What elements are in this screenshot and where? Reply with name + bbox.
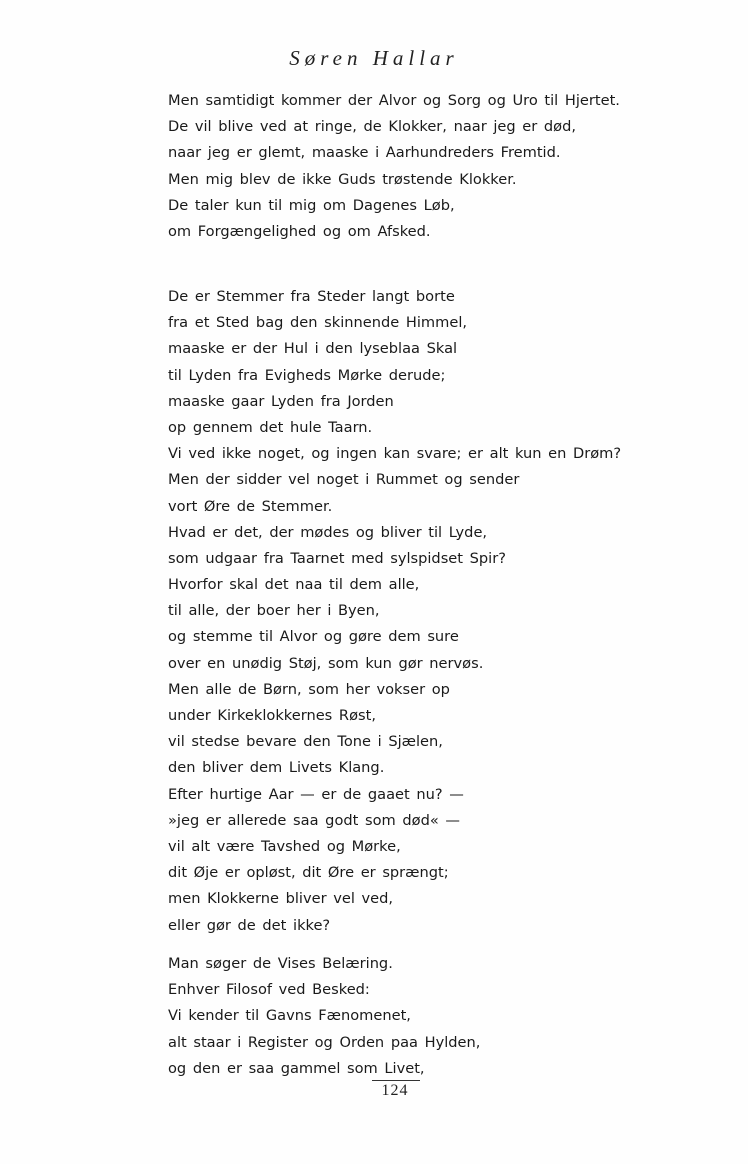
poem-line: og stemme til Alvor og gøre dem sure <box>168 628 459 646</box>
poem-line: og den er saa gammel som Livet, <box>168 1059 425 1077</box>
poem-line: maaske er der Hul i den lyseblaa Skal <box>168 340 458 358</box>
poem-line: til Lyden fra Evigheds Mørke derude; <box>168 366 446 384</box>
poem-line: Efter hurtige Aar — er de gaaet nu? — <box>168 785 464 803</box>
stanza <box>168 88 620 245</box>
poem-line: De vil blive ved at ringe, de Klokker, naar jeg er død, <box>168 118 577 136</box>
running-head: Søren Hallar <box>289 46 459 70</box>
poem-line: De er Stemmer fra Steder langt borte <box>168 288 455 305</box>
poem-line: til alle, der boer her i Byen, <box>168 602 380 620</box>
page-number: 124 <box>381 1082 409 1099</box>
poem-line: under Kirkeklokkernes Røst, <box>168 707 376 724</box>
poem-line: Hvorfor skal det naa til dem alle, <box>168 576 420 594</box>
poem-line: Vi ved ikke noget, og ingen kan svare; er alt kun en Drøm? <box>168 445 622 463</box>
poem-line: Men alle de Børn, som her vokser op <box>168 680 450 698</box>
poem-line: vil alt være Tavshed og Mørke, <box>168 837 401 855</box>
poem-line: alt staar i Register og Orden paa Hylden, <box>168 1033 481 1051</box>
poem-line: »jeg er allerede saa godt som død« — <box>168 811 461 829</box>
poem-line: vil stedse bevare den Tone i Sjælen, <box>168 733 443 751</box>
poem-line: De taler kun til mig om Dagenes Løb, <box>168 196 455 214</box>
poem-line: Men samtidigt kommer der Alvor og Sorg og Uro til Hjertet. <box>168 92 620 109</box>
poem-line: men Klokkerne bliver vel ved, <box>168 890 394 908</box>
poem-line: Vi kender til Gavns Fænomenet, <box>168 1007 411 1025</box>
poem-line: Men der sidder vel noget i Rummet og sender <box>168 471 520 489</box>
poem-line: Men mig blev de ikke Guds trøstende Klokker. <box>168 170 517 188</box>
poem-line: vort Øre de Stemmer. <box>168 497 333 515</box>
poem-line: den bliver dem Livets Klang. <box>168 759 385 777</box>
poem-line: Hvad er det, der mødes og bliver til Lyde, <box>168 523 488 541</box>
stanza <box>168 284 621 939</box>
poem-line: som udgaar fra Taarnet med sylspidset Spir? <box>168 549 506 567</box>
poem-line: maaske gaar Lyden fra Jorden <box>168 392 394 410</box>
poem-line: fra et Sted bag den skinnende Himmel, <box>168 314 468 332</box>
poem-line: om Forgængelighed og om Afsked. <box>168 222 431 240</box>
poem-line: naar jeg er glemt, maaske i Aarhundreders Fremtid. <box>168 144 561 162</box>
poem-line: eller gør de det ikke? <box>168 916 331 934</box>
poem-line: Man søger de Vises Belæring. <box>168 955 393 972</box>
poem-line: Enhver Filosof ved Besked: <box>168 981 370 999</box>
poem-line: over en unødig Støj, som kun gør nervøs. <box>168 654 484 672</box>
folio-rule <box>372 1080 420 1081</box>
poem-line: dit Øje er opløst, dit Øre er sprængt; <box>168 864 449 882</box>
stanza <box>168 951 480 1082</box>
poem-line: op gennem det hule Taarn. <box>168 418 373 436</box>
